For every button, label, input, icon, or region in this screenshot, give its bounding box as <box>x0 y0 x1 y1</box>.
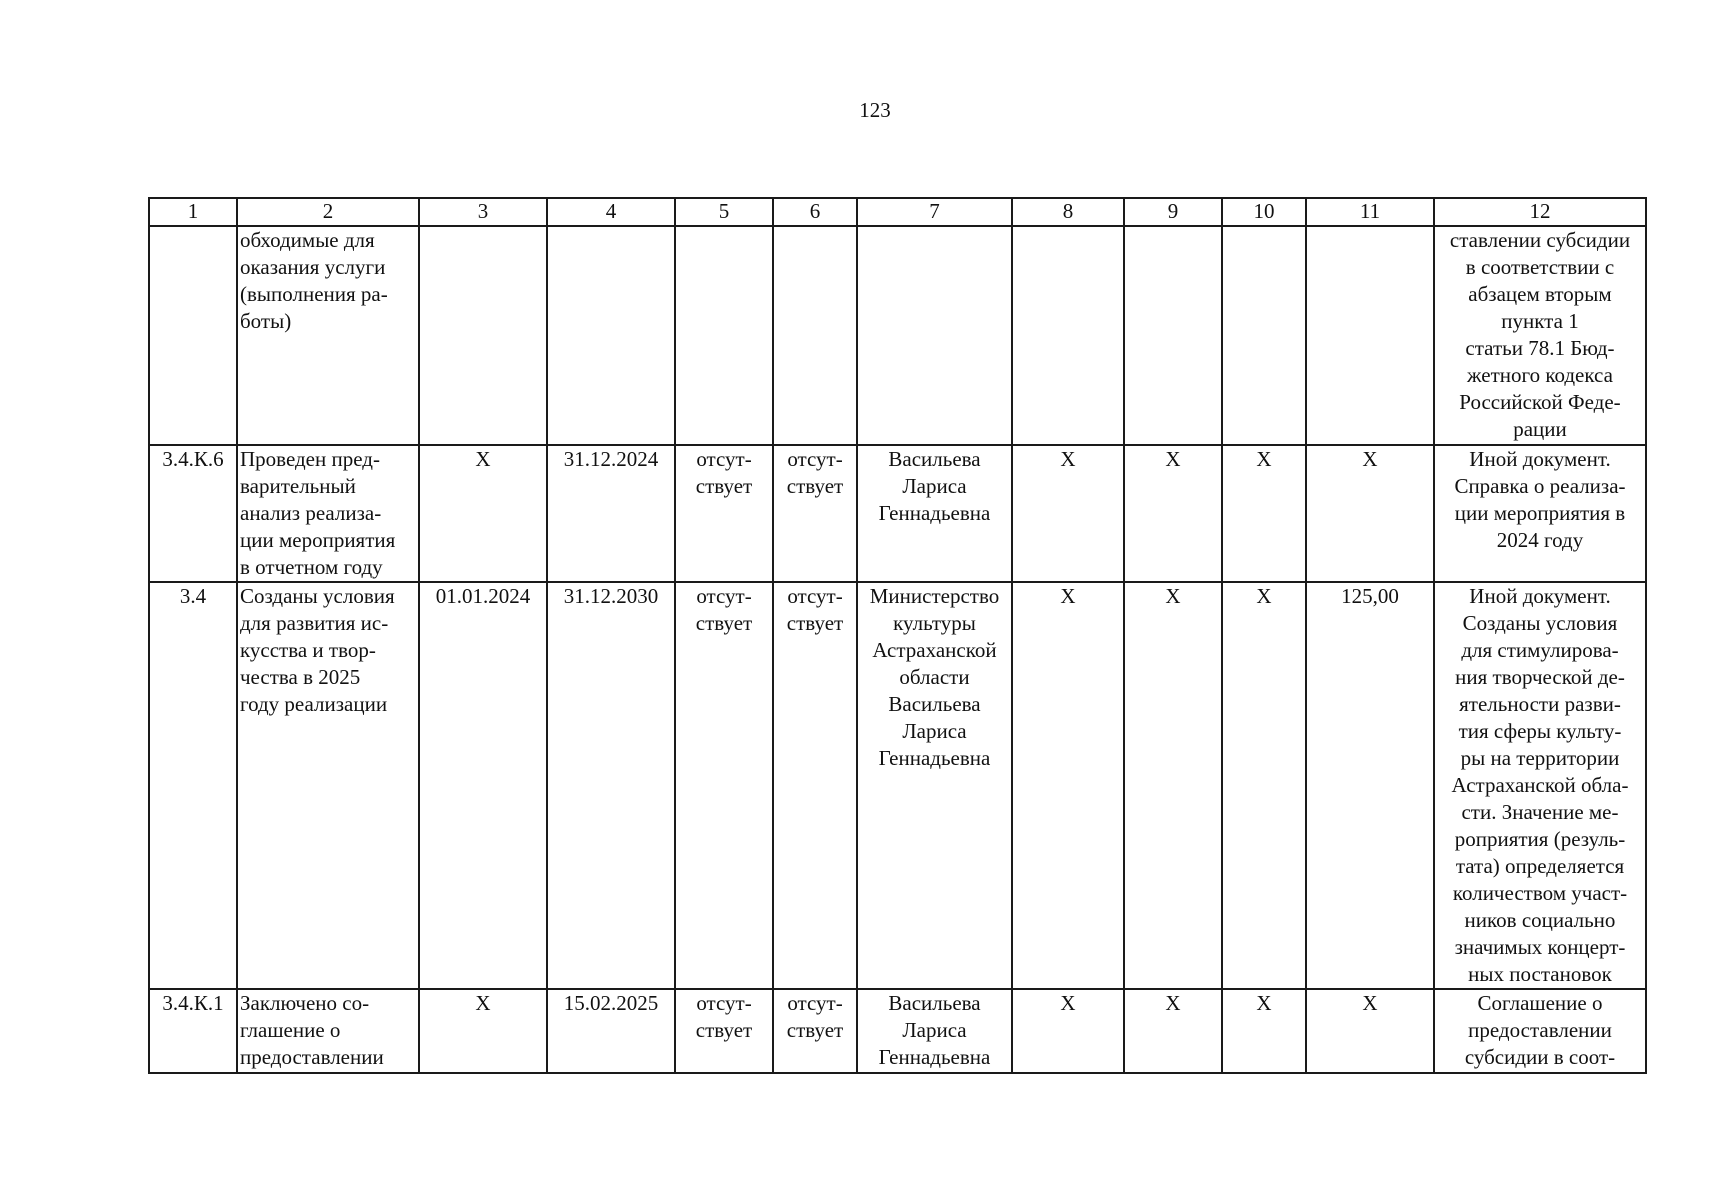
table-cell: X <box>1012 582 1124 989</box>
start-date-cell: X <box>419 445 547 582</box>
table-row <box>149 445 1646 582</box>
column-header: 5 <box>675 198 773 226</box>
column-header: 6 <box>773 198 857 226</box>
table-cell: X <box>1222 582 1306 989</box>
table-cell: X <box>1222 445 1306 582</box>
end-date-cell: 15.02.2025 <box>547 989 675 1073</box>
responsible-cell: Васильева Лариса Геннадьевна <box>857 989 1012 1073</box>
column-header: 12 <box>1434 198 1646 226</box>
table-cell <box>1124 226 1222 445</box>
document-cell: Иной документ. Справка о реализа- ции мероприятия в 2024 году <box>1434 445 1646 582</box>
responsible-cell: Министерство культуры Астраханской области Васильева Лариса Геннадьевна <box>857 582 1012 989</box>
start-date-cell <box>419 226 547 445</box>
table-cell: отсут- ствует <box>773 989 857 1073</box>
table-cell <box>675 226 773 445</box>
document-cell: ставлении субсидии в соответствии с абзацем вторым пункта 1 статьи 78.1 Бюд- жетного кодекса Российской Феде- рации <box>1434 226 1646 445</box>
table-cell: X <box>1306 989 1434 1073</box>
column-header: 4 <box>547 198 675 226</box>
table-cell <box>1222 226 1306 445</box>
row-number-cell: 3.4 <box>149 582 237 989</box>
table-row <box>149 226 1646 445</box>
column-header: 9 <box>1124 198 1222 226</box>
column-header: 1 <box>149 198 237 226</box>
table-cell: X <box>1012 445 1124 582</box>
row-number-cell <box>149 226 237 445</box>
document-cell: Соглашение о предоставлении субсидии в соот- <box>1434 989 1646 1073</box>
table-cell: X <box>1124 445 1222 582</box>
column-header: 11 <box>1306 198 1434 226</box>
column-header: 7 <box>857 198 1012 226</box>
plan-table <box>148 197 1647 1074</box>
result-name-cell: Созданы условия для развития ис- кусства и твор- чества в 2025 году реализации <box>237 582 419 989</box>
document-cell: Иной документ. Созданы условия для стимулирова- ния творческой де- ятельности разви- тия сферы культу- ры на территории Астраханской обла- сти. Значение ме- роприятия (резуль- тата) определяется количеством участ- ников социально значимых концерт- ных постановок <box>1434 582 1646 989</box>
start-date-cell: 01.01.2024 <box>419 582 547 989</box>
table-row <box>149 989 1646 1073</box>
table-cell: X <box>1222 989 1306 1073</box>
start-date-cell: X <box>419 989 547 1073</box>
row-number-cell: 3.4.К.1 <box>149 989 237 1073</box>
table-cell: 125,00 <box>1306 582 1434 989</box>
table-cell: отсут- ствует <box>675 582 773 989</box>
row-number-cell: 3.4.К.6 <box>149 445 237 582</box>
end-date-cell: 31.12.2030 <box>547 582 675 989</box>
page-number: 123 <box>859 98 891 122</box>
column-header: 10 <box>1222 198 1306 226</box>
end-date-cell: 31.12.2024 <box>547 445 675 582</box>
column-header: 3 <box>419 198 547 226</box>
responsible-cell: Васильева Лариса Геннадьевна <box>857 445 1012 582</box>
table-cell <box>1012 226 1124 445</box>
table-cell <box>773 226 857 445</box>
table-header-row <box>149 198 1646 226</box>
table-cell: отсут- ствует <box>773 445 857 582</box>
result-name-cell: Проведен пред- варительный анализ реализа- ции мероприятия в отчетном году <box>237 445 419 582</box>
column-header: 8 <box>1012 198 1124 226</box>
table-cell: отсут- ствует <box>773 582 857 989</box>
table-cell: X <box>1124 989 1222 1073</box>
table-cell: отсут- ствует <box>675 989 773 1073</box>
result-name-cell: Заключено со- глашение о предоставлении <box>237 989 419 1073</box>
table-cell <box>1306 226 1434 445</box>
result-name-cell: обходимые для оказания услуги (выполнения ра- боты) <box>237 226 419 445</box>
column-header: 2 <box>237 198 419 226</box>
table-cell: X <box>1012 989 1124 1073</box>
table-cell: X <box>1124 582 1222 989</box>
table-row <box>149 582 1646 989</box>
table-cell: X <box>1306 445 1434 582</box>
table-cell: отсут- ствует <box>675 445 773 582</box>
responsible-cell <box>857 226 1012 445</box>
end-date-cell <box>547 226 675 445</box>
